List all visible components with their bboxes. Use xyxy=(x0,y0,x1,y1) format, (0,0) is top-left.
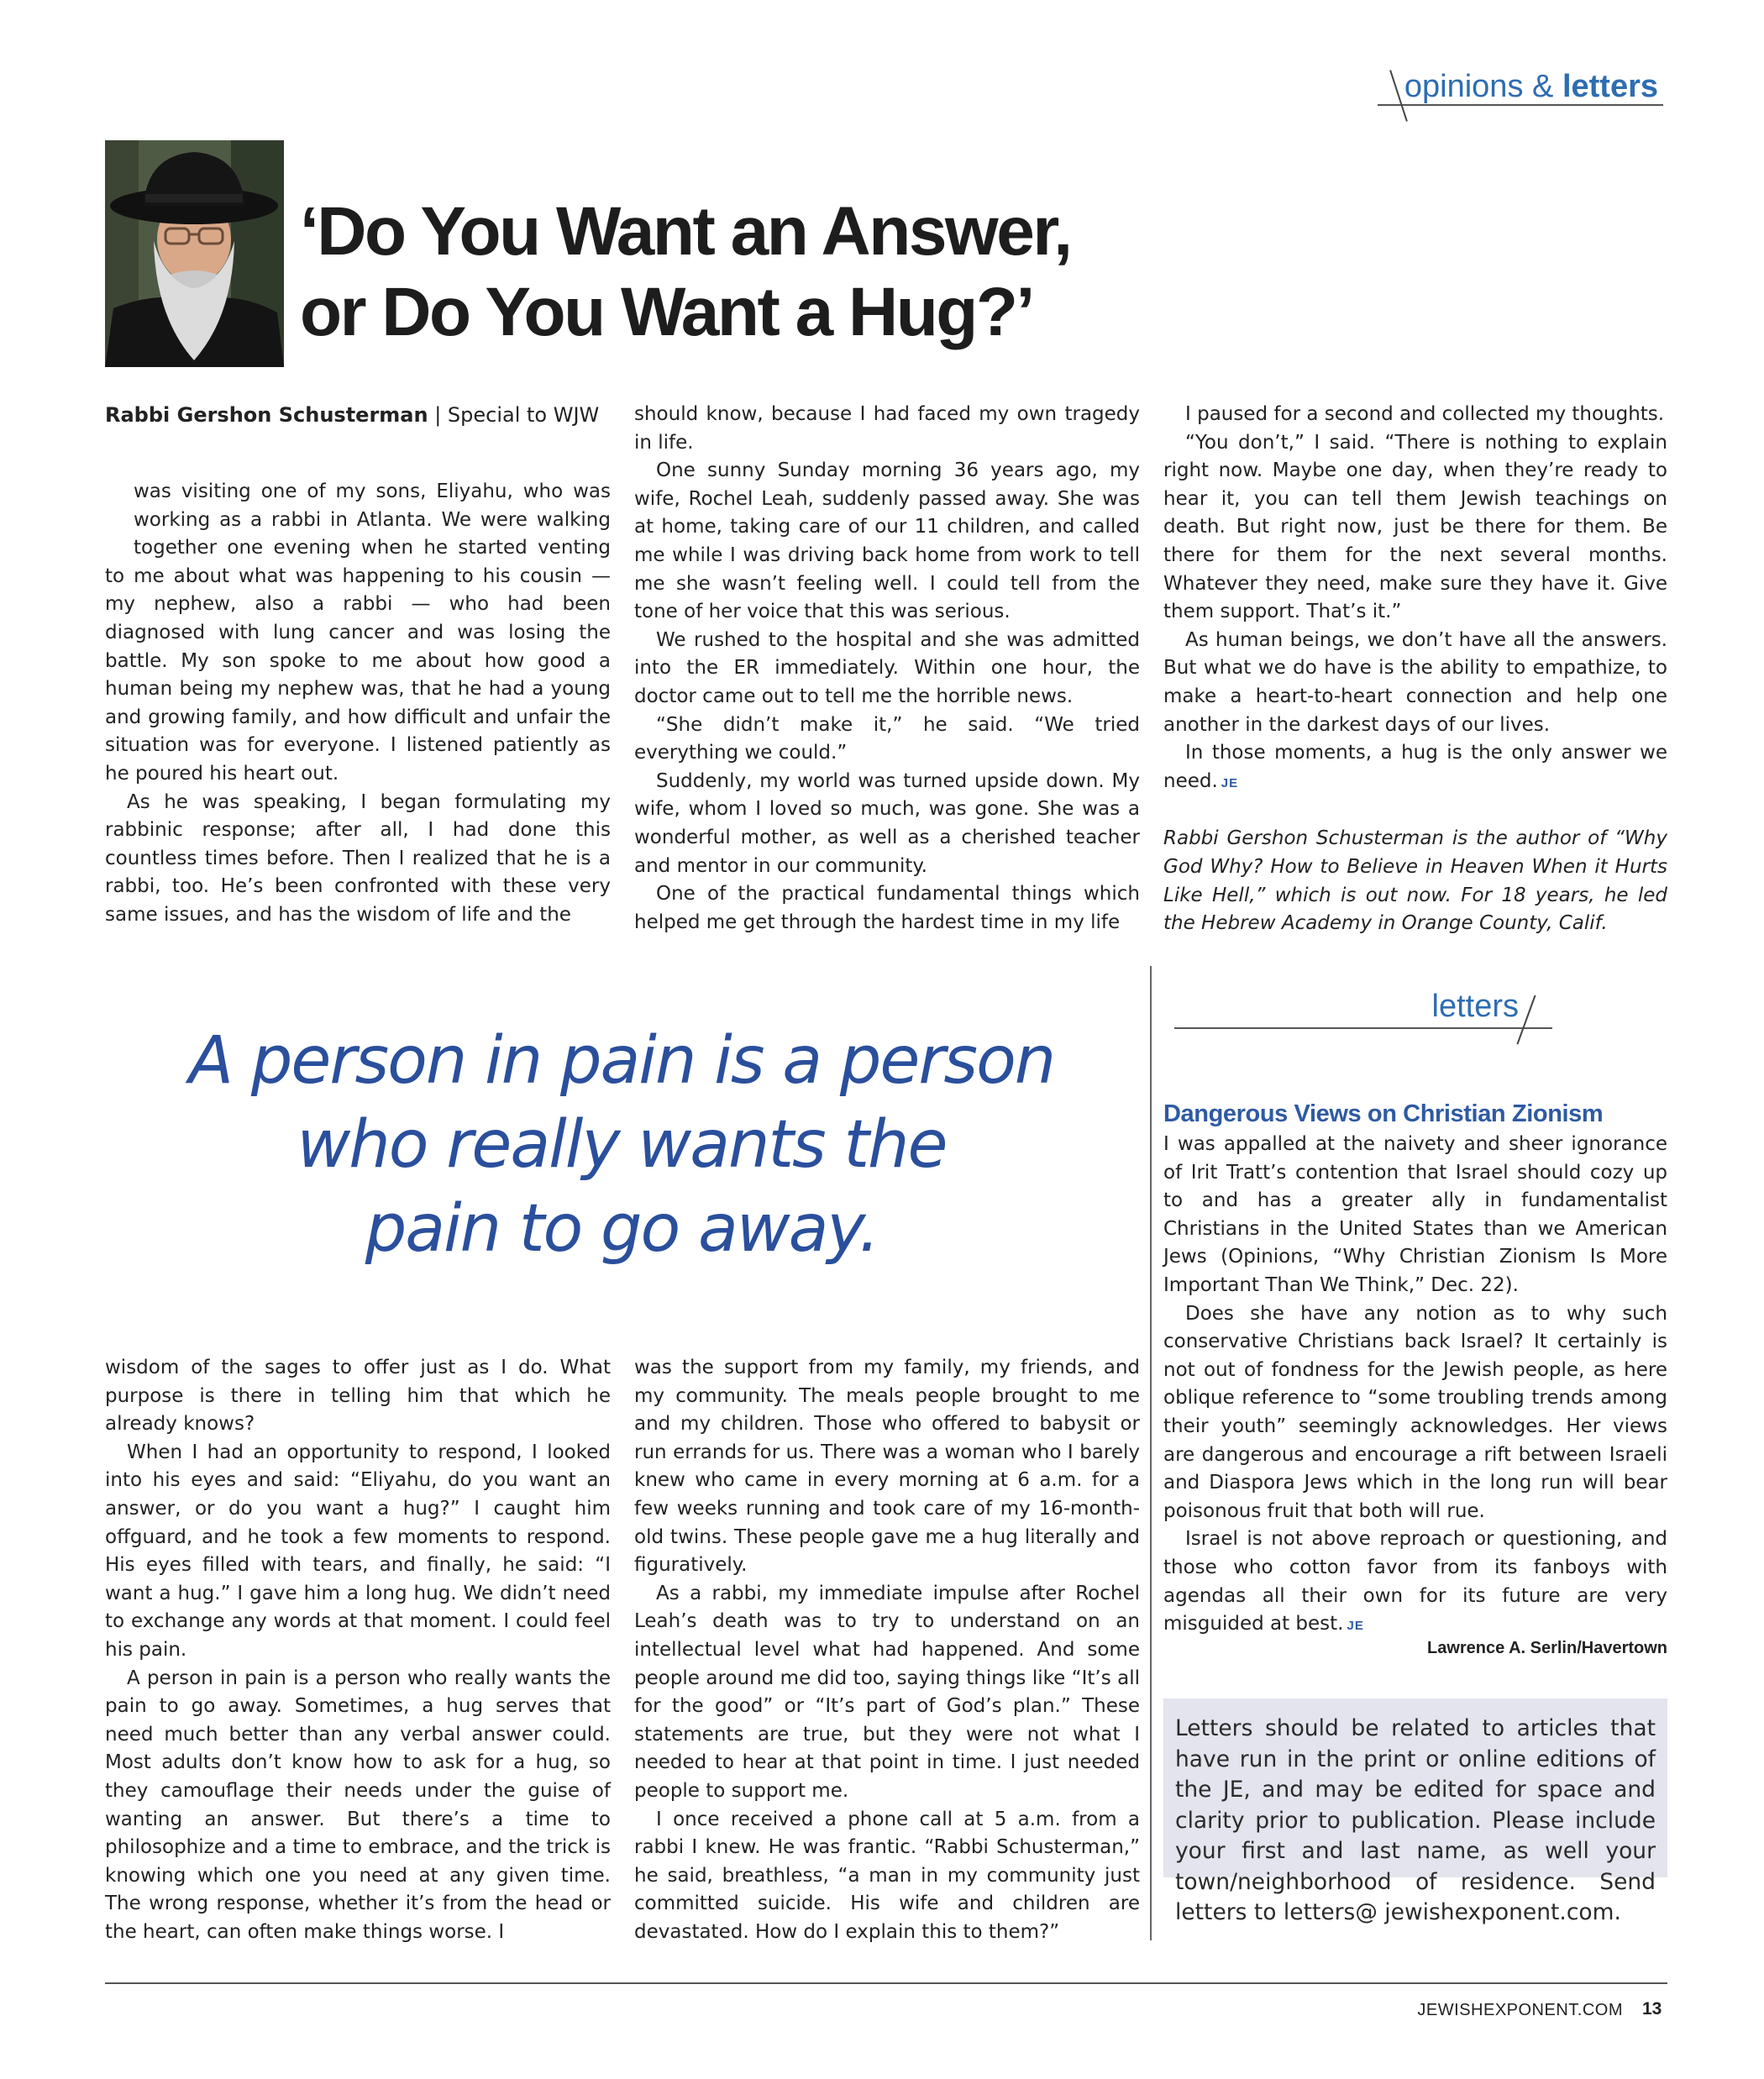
article-paragraph: should know, because I had faced my own tragedy in life. xyxy=(634,403,1140,454)
article-paragraph: wisdom of the sages to offer just as I do. What purpose is there in telling him that which he already knows? xyxy=(105,1357,611,1436)
article-paragraph: Suddenly, my world was turned upside down. My wife, whom I loved so much, was gone. She was a wonderful mother, as well as a cherished teacher and mentor in our community. xyxy=(634,769,1140,877)
byline-author: Rabbi Gershon Schusterman xyxy=(105,403,428,427)
letters-header xyxy=(1174,987,1552,1050)
section-header-amp: & xyxy=(1532,69,1554,104)
article-paragraph: We rushed to the hospital and she was admitted into the ER immediately. Within one hour, the doctor came out to tell me the horrible news. xyxy=(634,628,1140,707)
letter-paragraph: Does she have any notion as to why such conservative Christians back Israel? It certainly is not out of fondness for the Jewish people, as here oblique reference to “some troubling trends among their youth” seemingly acknowledges. Her views are dangerous and encourage a rift between Israeli and Diaspora Jews which in the long run will bear poisonous fruit that both will rue. xyxy=(1163,1302,1667,1522)
article-paragraph: When I had an opportunity to respond, I looked into his eyes and said: “Eliyahu, do you want an answer, or do you want a hug?” I caught him offguard, and he took a few moments to respond. His eyes filled with tears, and finally, he said: “I want a hug.” I gave him a long hug. We didn’t need to exchange any words at that moment. I could feel his pain. xyxy=(105,1441,611,1661)
letters-header-slash xyxy=(1516,995,1536,1045)
pull-quote-line-3: pain to go away. xyxy=(365,1191,879,1267)
article-paragraph: As a rabbi, my immediate impulse after Rochel Leah’s death was to try to understand on an intellectual level what had happened. And some people around me did too, saying things like “It’s all for the good” or “It’s part of God’s plan.” These statements are true, but they were not what I needed to hear at that point in time. I just needed people to support me. xyxy=(634,1582,1140,1802)
article-paragraph: “You don’t,” I said. “There is nothing to explain right now. Maybe one day, when they’re ready to hear it, you can tell them Jewish teachings on death. But right now, just be there for them. Be there for them for the next several months. Whatever they need, make sure they have it. Give them support. That’s it.” xyxy=(1163,431,1667,623)
letter-body xyxy=(1163,1131,1667,1641)
pull-quote xyxy=(126,1019,1117,1271)
footer-rule xyxy=(105,1982,1667,1984)
article-paragraph-2: As he was speaking, I began formulating my rabbinic response; after all, I had done this countless times before. Then I realized that he is a rabbi, too. He’s been confronted with these very same issues, and has the wisdom of life and the xyxy=(105,790,611,926)
headline-line-1: ‘Do You Want an Answer, xyxy=(300,193,1071,270)
article-paragraph-1: was visiting one of my sons, Eliyahu, who was working as a rabbi in Atlanta. We were walking together one evening when he started venting to me about what was happening to his cousin — my nephew, also a rabbi — who had been diagnosed with lung cancer and was losing the battle. My son spoke to me about how good a human being my nephew was, that he had a young and growing family, and how difficult and unfair the situation was for everyone. I listened patiently as he poured his heart out. xyxy=(105,480,611,785)
byline xyxy=(105,401,599,429)
drop-cap-float xyxy=(105,478,134,562)
article-column-3 xyxy=(1163,401,1667,938)
author-photo xyxy=(105,140,284,367)
section-header-letters: letters xyxy=(1562,69,1658,104)
letters-policy-box xyxy=(1163,1698,1667,1925)
article-paragraph: was the support from my family, my friends, and my community. The meals people brought to me and my children. Those who offered to babysit or run errands for us. There was a woman who I barely knew who came in every morning at 6 a.m. for a few weeks running and took care of my 16-month-old twins. These people gave me a hug literally and figuratively. xyxy=(634,1357,1140,1577)
letters-header-rule xyxy=(1174,1027,1552,1029)
article-column-1-bottom xyxy=(105,1354,611,1946)
section-header-opinions: opinions xyxy=(1404,69,1524,104)
article-paragraph: “She didn’t make it,” he said. “We tried everything we could.” xyxy=(634,713,1140,764)
article-paragraph: I once received a phone call at 5 a.m. from a rabbi I knew. He was frantic. “Rabbi Schusterman,” he said, breathless, “a man in my community just committed suicide. His wife and children are devastated. How do I explain this to them?” xyxy=(634,1808,1140,1943)
letter-paragraph: I was appalled at the naivety and sheer ignorance of Irit Tratt’s contention that Israel should cozy up to and has a greater ally in fundamentalist Christians in the United States than we American Jews (Opinions, “Why Christian Zionism Is More Important Than We Think,” Dec. 22). xyxy=(1163,1133,1667,1296)
je-end-mark: JE xyxy=(1347,1619,1364,1634)
article-paragraph: I paused for a second and collected my thoughts. xyxy=(1185,403,1665,425)
letter-paragraph-final: Israel is not above reproach or questioning, and those who cotton favor from its fanboys with agendas all their own for its future are very misguided at best. JE xyxy=(1163,1528,1667,1635)
article-paragraph: A person in pain is a person who really wants the pain to go away. Sometimes, a hug serves that need much better than any verbal answer could. Most adults don’t know how to ask for a hug, so they camouflage their needs under the guise of wanting an answer. But there’s a time to philosophize and a time to embrace, and the trick is knowing which one you need at any given time. The wrong response, whether it’s from the head or the heart, can often make things worse. I xyxy=(105,1667,611,1943)
pull-quote-line-1: A person in pain is a person xyxy=(188,1023,1055,1099)
author-bio: Rabbi Gershon Schusterman is the author of “Why God Why? How to Believe in Heaven When it Hurts Like Hell,” which is out now. For 18 years, he led the Hebrew Academy in Orange County, Calif. xyxy=(1163,827,1667,935)
section-header-text xyxy=(1404,69,1658,105)
letter-signature: Lawrence A. Serlin/Havertown xyxy=(1426,1639,1667,1657)
article-column-2-bottom xyxy=(634,1354,1140,1946)
section-header xyxy=(1378,64,1663,131)
article-paragraph: As human beings, we don’t have all the answers. But what we do have is the ability to empathize, to make a heart-to-heart connection and help one another in the darkest days of our lives. xyxy=(1163,628,1667,736)
article-column-1-top-text xyxy=(105,478,611,930)
article-paragraph: One of the practical fundamental things which helped me get through the hardest time in my life xyxy=(634,883,1140,933)
je-end-mark: JE xyxy=(1221,775,1239,790)
letter-title: Dangerous Views on Christian Zionism xyxy=(1163,1100,1604,1127)
column-divider xyxy=(1150,966,1152,1940)
page-number: 13 xyxy=(1642,1999,1662,2019)
footer-site: JEWISHEXPONENT.COM xyxy=(1417,2001,1623,2019)
article-paragraph: One sunny Sunday morning 36 years ago, my wife, Rochel Leah, suddenly passed away. She was at home, taking care of our 11 children, and called me while I was driving back home from work to tell me she wasn’t feeling well. I could tell from the tone of her voice that this was serious. xyxy=(634,459,1140,623)
pull-quote-line-2: who really wants the xyxy=(297,1107,947,1183)
headline xyxy=(300,192,1140,353)
article-column-2-top xyxy=(634,401,1140,937)
letters-policy-text: Letters should be related to articles that have run in the print or online editions of the JE, and may be edited for space and clarity prior to publication. Please include your first and last name, as well your town/neighborhood of residence. Send letters to letters@ jewishexponent.com. xyxy=(1175,1715,1656,1925)
letters-header-text: letters xyxy=(1431,989,1519,1024)
byline-affiliation: | Special to WJW xyxy=(428,403,600,427)
headline-line-2: or Do You Want a Hug?’ xyxy=(300,274,1033,350)
author-portrait-image xyxy=(105,140,284,367)
article-paragraph-final: In those moments, a hug is the only answer we need. JE xyxy=(1163,742,1667,792)
